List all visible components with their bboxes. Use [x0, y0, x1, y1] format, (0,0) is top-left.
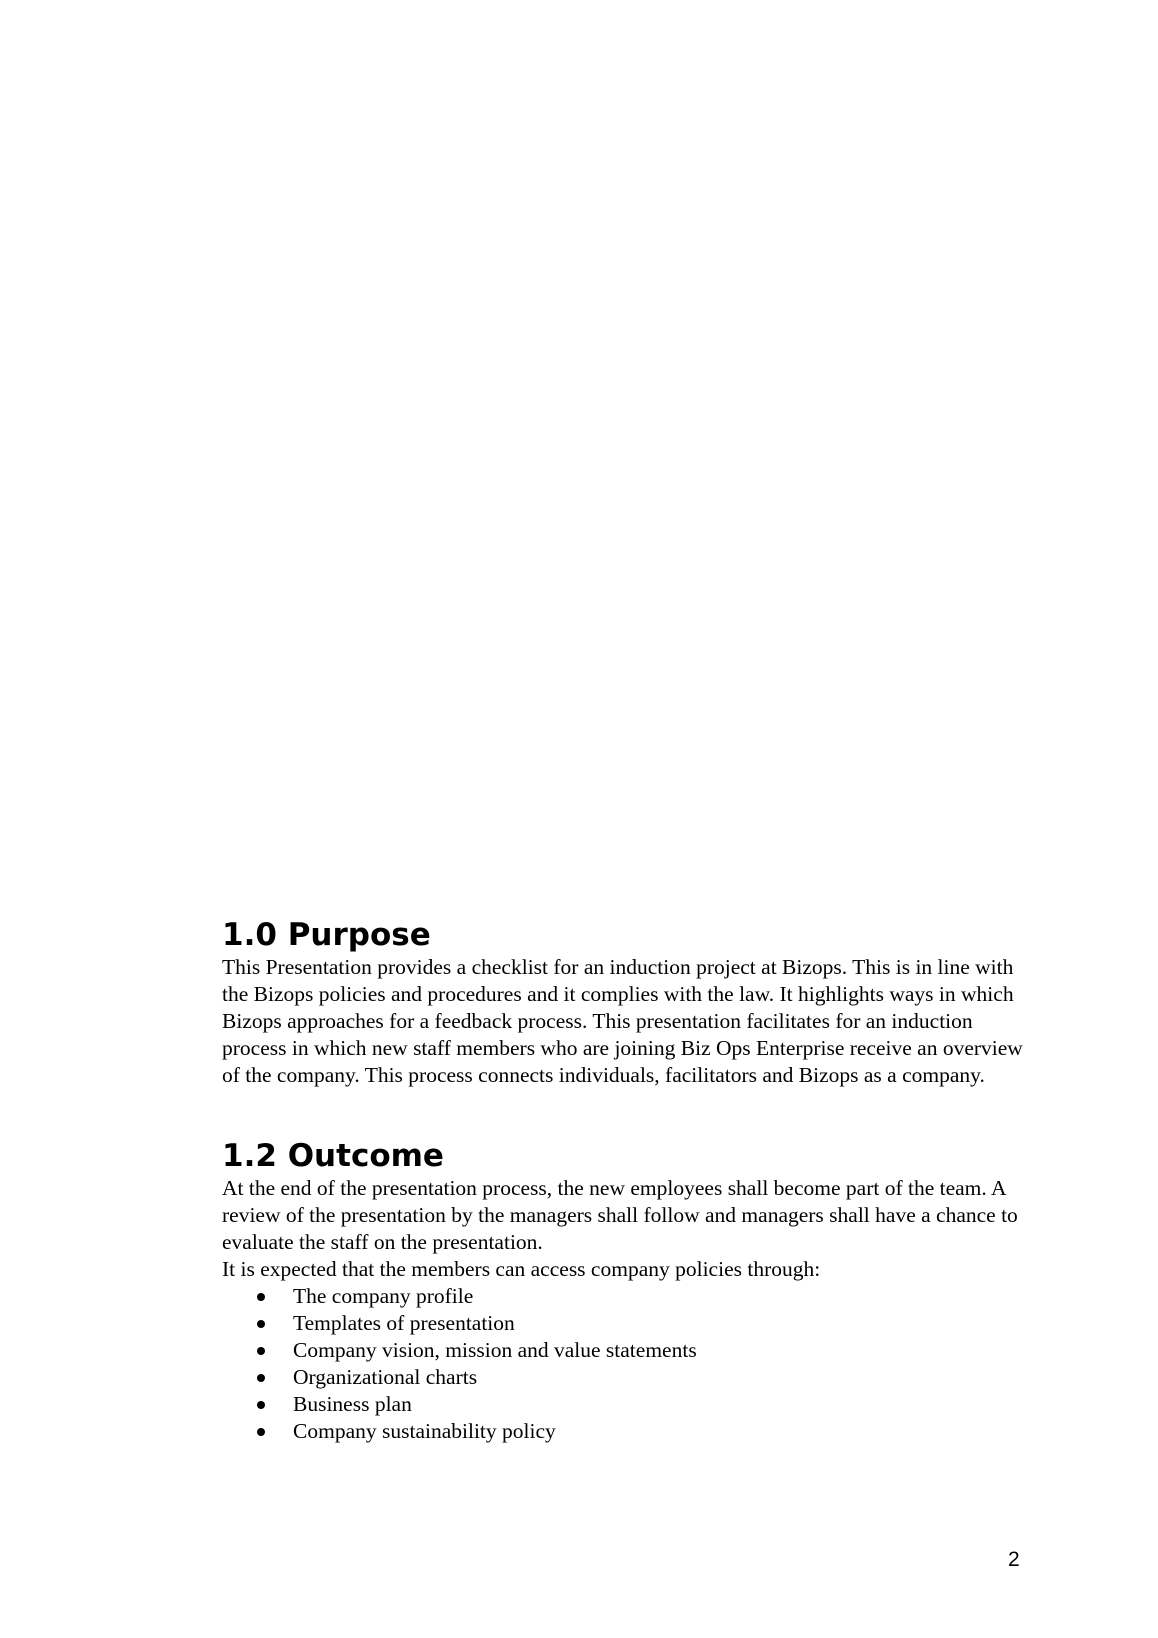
outcome-paragraph: At the end of the presentation process, the new employees shall become part of the team. A review of the presentation by the managers shall follow and managers shall have a chance to evaluate the staff on the presentation.	[222, 1176, 1018, 1254]
list-item	[222, 1337, 1034, 1364]
list-item-text: The company profile	[293, 1284, 474, 1308]
bullet-icon	[257, 1401, 265, 1409]
bullet-icon	[257, 1347, 265, 1355]
purpose-heading: 1.0 Purpose	[222, 917, 431, 953]
outcome-access-intro: It is expected that the members can access company policies through:	[222, 1257, 821, 1281]
list-item	[222, 1310, 1034, 1337]
purpose-section	[222, 916, 1034, 1089]
page-number: 2	[1008, 1548, 1020, 1571]
list-item-text: Templates of presentation	[293, 1311, 515, 1335]
policy-access-list	[222, 1283, 1034, 1445]
list-item-text: Organizational charts	[293, 1365, 478, 1389]
list-item	[222, 1418, 1034, 1445]
list-item	[222, 1391, 1034, 1418]
list-item	[222, 1283, 1034, 1310]
purpose-paragraph: This Presentation provides a checklist for an induction project at Bizops. This is in line with the Bizops policies and procedures and it complies with the law. It highlights ways in which Bizops approaches for a feedback process. This presentation facilitates for an induction process in which new staff members who are joining Biz Ops Enterprise receive an overview of the company. This process connects individuals, facilitators and Bizops as a company.	[222, 955, 1023, 1087]
bullet-icon	[257, 1293, 265, 1301]
outcome-section	[222, 1137, 1034, 1445]
bullet-icon	[257, 1428, 265, 1436]
outcome-heading: 1.2 Outcome	[222, 1138, 444, 1174]
bullet-icon	[257, 1320, 265, 1328]
list-item-text: Business plan	[293, 1392, 412, 1416]
list-item	[222, 1364, 1034, 1391]
list-item-text: Company sustainability policy	[293, 1419, 556, 1443]
bullet-icon	[257, 1374, 265, 1382]
list-item-text: Company vision, mission and value statements	[293, 1338, 697, 1362]
page-content	[222, 916, 1034, 1445]
